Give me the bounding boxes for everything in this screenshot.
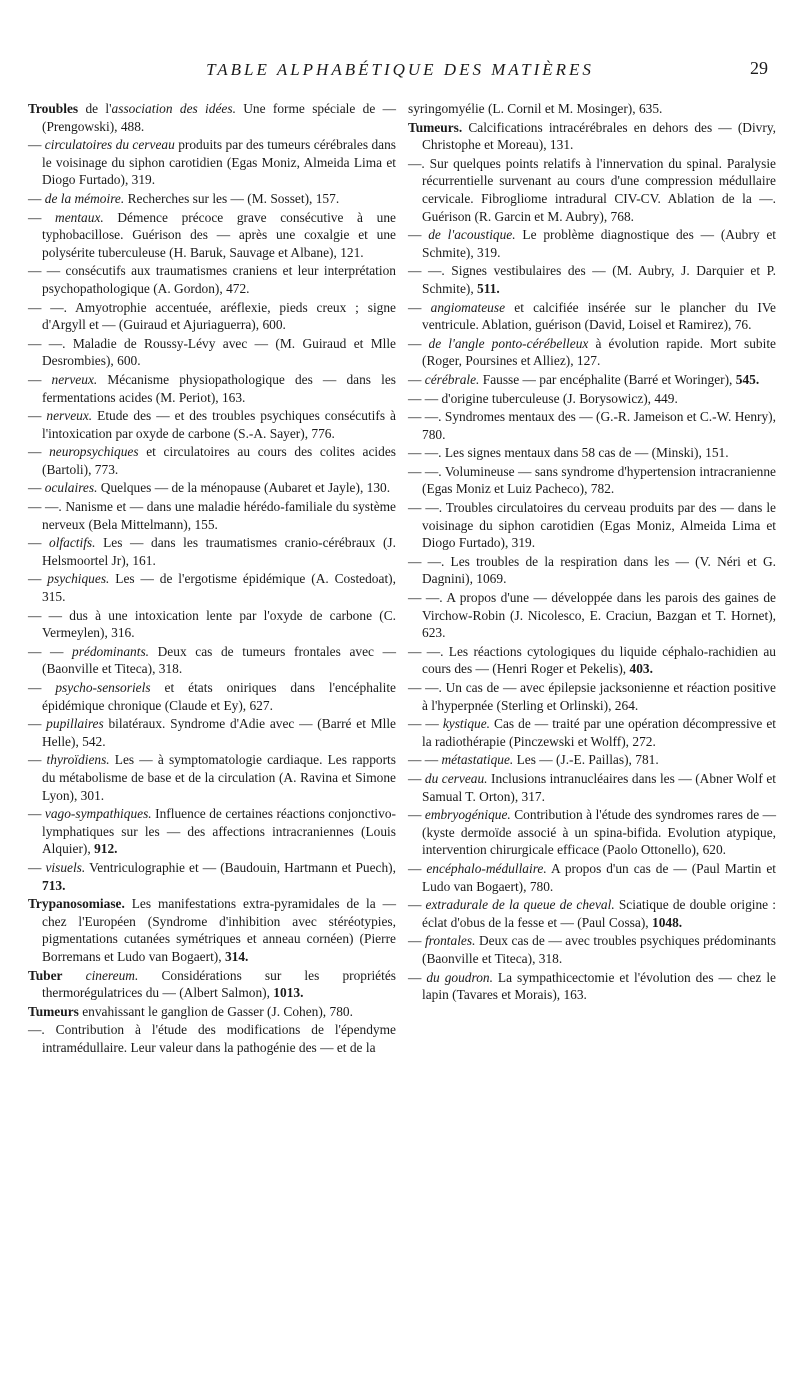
index-entry: — —. Volumineuse — sans syndrome d'hypertension intracranienne (Egas Moniz et Luiz Pacheco), 782. (408, 463, 776, 497)
index-entry: —. Contribution à l'étude des modifications de l'épendyme intramédullaire. Leur valeur dans la pathogénie des — et de la (28, 1022, 396, 1055)
page-number: 29 (750, 58, 768, 78)
index-entry: — neuropsychiques et circulatoires au cours des colites acides (Bartoli), 773. (28, 444, 396, 477)
index-entry: — —. Troubles circulatoires du cerveau produits par des — dans le voisinage du siphon carotidien (Egas Moniz, Almeida Lima et Diogo Furtado), 319. (408, 500, 776, 551)
index-entry: — —. A propos d'une — développée dans les parois des gaines de Virchow-Robin (J. Nicolesco, E. Craciun, Bazgan et T. Hornet), 623. (408, 590, 776, 641)
index-entry: Trypanosomiase. Les manifestations extra-pyramidales de la — chez l'Européen (Syndrome d'inhibition avec stéréotypies, pigmentations cutanées symétriques et anneau cornéen) (Pierre Borremans et Ludo van Bogaert), 314. (28, 896, 396, 964)
index-entry: Tumeurs. Calcifications intracérébrales en dehors des — (Divry, Christophe et Moreau), 131. (408, 119, 776, 153)
index-entry: — —. Un cas de — avec épilepsie jacksonienne et réaction positive à l'hyperpnée (Sterling et Orlinski), 264. (408, 680, 776, 713)
index-entry: — de l'angle ponto-cérébelleux à évolution rapide. Mort subite (Roger, Poursines et Alliez), 127. (408, 335, 776, 369)
index-entry: — —. Les réactions cytologiques du liquide céphalo-rachidien au cours des — (Henri Roger et Pekelis), 403. (408, 643, 776, 677)
index-entry: — — consécutifs aux traumatismes craniens et leur interprétation psychopathologique (A. Gordon), 472. (28, 263, 396, 296)
index-entry: — —. Nanisme et — dans une maladie hérédo-familiale du système nerveux (Bela Mittelmann), 155. (28, 499, 396, 532)
index-entry: — —. Signes vestibulaires des — (M. Aubry, J. Darquier et P. Schmite), 511. (408, 263, 776, 296)
index-entry: — vago-sympathiques. Influence de certaines réactions conjonctivo-lymphatiques sur les — des affections intracraniennes (Louis Alquier), 912. (28, 806, 396, 857)
index-entry: — visuels. Ventriculographie et — (Baudouin, Hartmann et Puech), 713. (28, 859, 396, 893)
index-entry: — — kystique. Cas de — traité par une opération décompressive et la radiothérapie (Pinczewski et Wolff), 272. (408, 716, 776, 749)
index-entry: — circulatoires du cerveau produits par des tumeurs cérébrales dans le voisinage du siphon carotidien (Egas Moniz, Almeida Lima et Diogo Furtado), 319. (28, 137, 396, 188)
index-entry: syringomyélie (L. Cornil et M. Mosinger), 635. (408, 101, 663, 116)
index-entry: — —. Les troubles de la respiration dans les — (V. Néri et G. Dagnini), 1069. (408, 553, 776, 587)
index-entry: — du goudron. La sympathicectomie et l'évolution des — chez le lapin (Tavares et Morais), 163. (408, 969, 776, 1003)
index-entry: — — métastatique. Les — (J.-E. Paillas), 781. (408, 752, 659, 768)
left-column (28, 100, 396, 1057)
index-entry: Tumeurs envahissant le ganglion de Gasser (J. Cohen), 780. (28, 1003, 353, 1019)
index-entry: — embryogénique. Contribution à l'étude des syndromes rares de — (kyste dermoïde associé à un spina-bifida. Evolution atypique, intervention chirurgicale efficace (Paolo Ottonello), 620. (408, 807, 776, 858)
index-entry: — —. Syndromes mentaux des — (G.-R. Jameison et C.-W. Henry), 780. (408, 409, 776, 442)
index-entry: — cérébrale. Fausse — par encéphalite (Barré et Woringer), 545. (408, 371, 760, 387)
index-entry: — oculaires. Quelques — de la ménopause (Aubaret et Jayle), 130. (28, 480, 391, 496)
index-entry: — nerveux. Etude des — et des troubles psychiques consécutifs à l'intoxication par oxyde de carbone (S.-A. Sayer), 776. (28, 408, 396, 441)
index-entry: — de la mémoire. Recherches sur les — (M. Sosset), 157. (28, 190, 340, 206)
index-entry: — —. Les signes mentaux dans 58 cas de — (Minski), 151. (408, 445, 729, 461)
right-column (408, 100, 776, 1005)
index-entry: — frontales. Deux cas de — avec troubles psychiques prédominants (Baonville et Titeca), 318. (408, 933, 776, 966)
index-entry: — encéphalo-médullaire. A propos d'un cas de — (Paul Martin et Ludo van Bogaert), 780. (408, 860, 776, 894)
index-entry: — — dus à une intoxication lente par l'oxyde de carbone (C. Vermeylen), 316. (28, 607, 396, 641)
index-entry: — — d'origine tuberculeuse (J. Borysowicz), 449. (408, 390, 678, 406)
index-entry: — du cerveau. Inclusions intranucléaires dans les — (Abner Wolf et Samual T. Orton), 317. (408, 770, 776, 804)
index-entry: —. Sur quelques points relatifs à l'innervation du spinal. Paralysie récurrentielle survenant au cours d'une compression médullaire cervicale. Fibrogliome intradural CIV-CV. Ablation de la —. Guérison (R. Garcin et M. Aubry), 768. (408, 155, 776, 224)
index-entry: — — prédominants. Deux cas de tumeurs frontales avec — (Baonville et Titeca), 318. (28, 643, 396, 677)
index-entry: Troubles de l'association des idées. Une forme spéciale de — (Prengowski), 488. (28, 101, 396, 134)
running-title: TABLE ALPHABÉTIQUE DES MATIÈRES (206, 60, 594, 79)
index-entry: — angiomateuse et calcifiée insérée sur le plancher du IVe ventricule. Ablation, guérison (David, Loisel et Ramirez), 76. (408, 299, 776, 333)
index-entry: — mentaux. Démence précoce grave consécutive à une typhobacillose. Guérison des — après une coxalgie et une polysérite tuberculeuse (H. Baruk, Sauvage et Albane), 121. (28, 209, 396, 260)
index-entry: — thyroïdiens. Les — à symptomatologie cardiaque. Les rapports du métabolisme de base et de la circulation (A. Ravina et Simone Lyon), 301. (28, 752, 396, 803)
index-entry: Tuber cinereum. Considérations sur les propriétés thermorégulatrices du — (Albert Salmon), 1013. (28, 967, 396, 1001)
index-entry: — —. Maladie de Roussy-Lévy avec — (M. Guiraud et Mlle Desrombies), 600. (28, 335, 396, 369)
index-entry: — —. Amyotrophie accentuée, aréflexie, pieds creux ; signe d'Argyll et — (Guiraud et Ajuriaguerra), 600. (28, 299, 396, 333)
index-entry: — olfactifs. Les — dans les traumatismes cranio-cérébraux (J. Helsmoortel Jr), 161. (28, 535, 396, 568)
index-entry: — pupillaires bilatéraux. Syndrome d'Adie avec — (Barré et Mlle Helle), 542. (28, 716, 396, 749)
index-entry: — psycho-sensoriels et états oniriques dans l'encéphalite épidémique chronique (Claude et Ey), 627. (28, 680, 396, 713)
index-entry: — psychiques. Les — de l'ergotisme épidémique (A. Costedoat), 315. (28, 571, 396, 605)
index-entry: — extradurale de la queue de cheval. Sciatique de double origine : éclat d'obus de la fesse et — (Paul Cossa), 1048. (408, 897, 776, 930)
index-entry: — de l'acoustique. Le problème diagnostique des — (Aubry et Schmite), 319. (408, 227, 776, 260)
index-entry: — nerveux. Mécanisme physiopathologique des — dans les fermentations acides (M. Periot), 163. (28, 371, 396, 405)
